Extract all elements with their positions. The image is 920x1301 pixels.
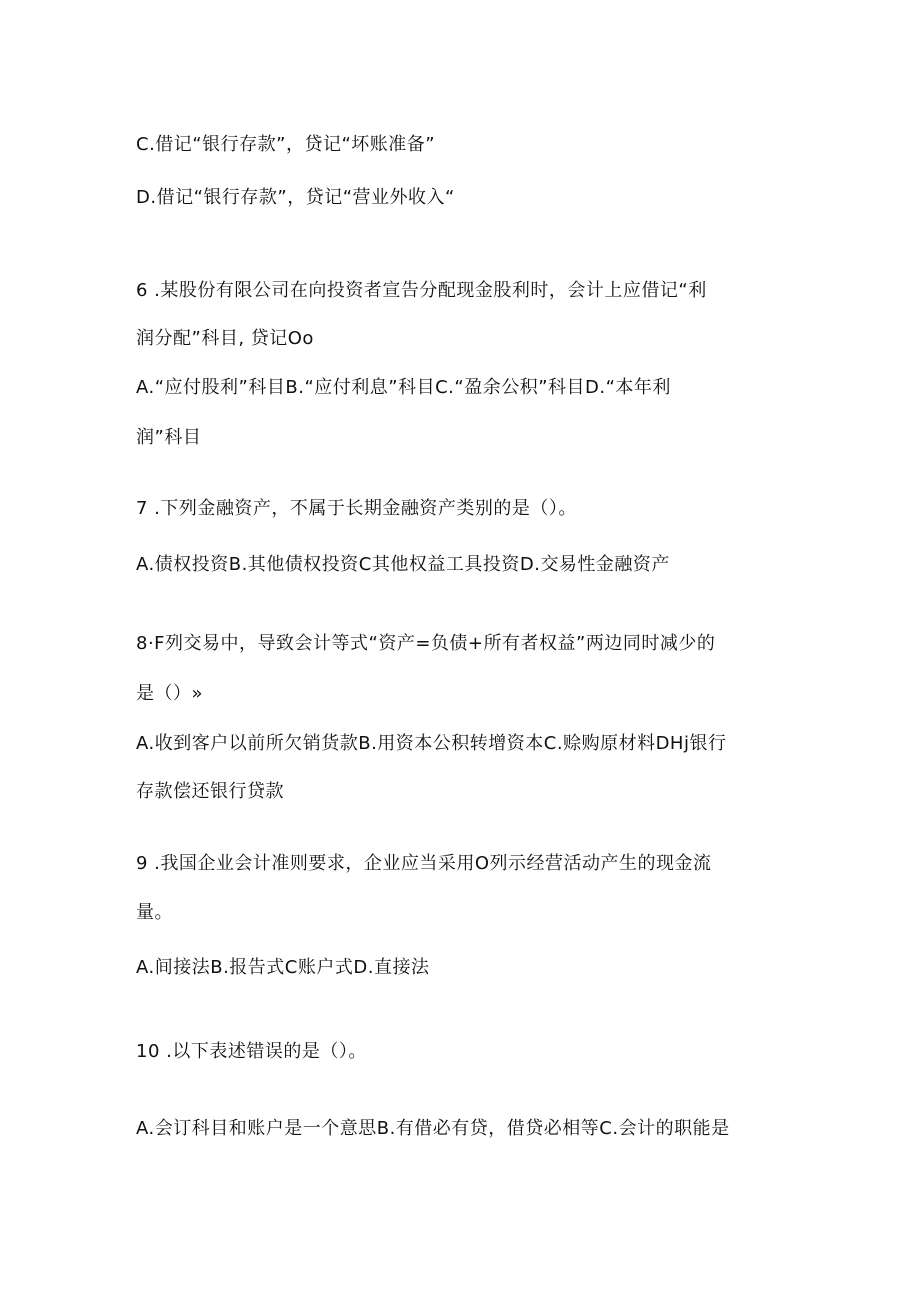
question-8-text-cont: 是（）» bbox=[136, 683, 204, 704]
text-line-option-d: D.借记“银行存款”，贷记“营业外收入“ bbox=[136, 187, 455, 208]
question-7-text: 7 .下列金融资产，不属于长期金融资产类别的是（）。 bbox=[136, 498, 577, 519]
question-8-options-cont: 存款偿还银行贷款 bbox=[136, 781, 284, 802]
question-9-options: A.间接法B.报告式C账户式D.直接法 bbox=[136, 957, 430, 978]
question-9-text: 9 .我国企业会计准则要求，企业应当采用O列示经营活动产生的现金流 bbox=[136, 853, 712, 874]
question-7-options: A.债权投资B.其他债权投资C其他权益工具投资D.交易性金融资产 bbox=[136, 554, 670, 575]
text-line-option-c: C.借记“银行存款”，贷记“坏账准备” bbox=[136, 134, 436, 155]
question-9-text-cont: 量。 bbox=[136, 902, 173, 923]
question-10-options: A.会订科目和账户是一个意思B.有借必有贷，借贷必相等C.会计的职能是 bbox=[136, 1118, 730, 1139]
question-6-options-cont: 润”科目 bbox=[136, 427, 202, 448]
question-8-text: 8·F列交易中，导致会计等式“资产=负债+所有者权益”两边同时减少的 bbox=[136, 633, 716, 654]
question-6-options: A.“应付股利”科目B.“应付利息”科目C.“盈余公积”科目D.“本年利 bbox=[136, 377, 671, 398]
question-6-text: 6 .某股份有限公司在向投资者宣告分配现金股利时，会计上应借记“利 bbox=[136, 280, 707, 301]
question-10-text: 10 .以下表述错误的是（）。 bbox=[136, 1041, 367, 1062]
question-8-options: A.收到客户以前所欠销货款B.用资本公积转增资本C.赊购原材料DHj银行 bbox=[136, 733, 727, 754]
question-6-text-cont: 润分配”科目, 贷记Oo bbox=[136, 328, 314, 349]
